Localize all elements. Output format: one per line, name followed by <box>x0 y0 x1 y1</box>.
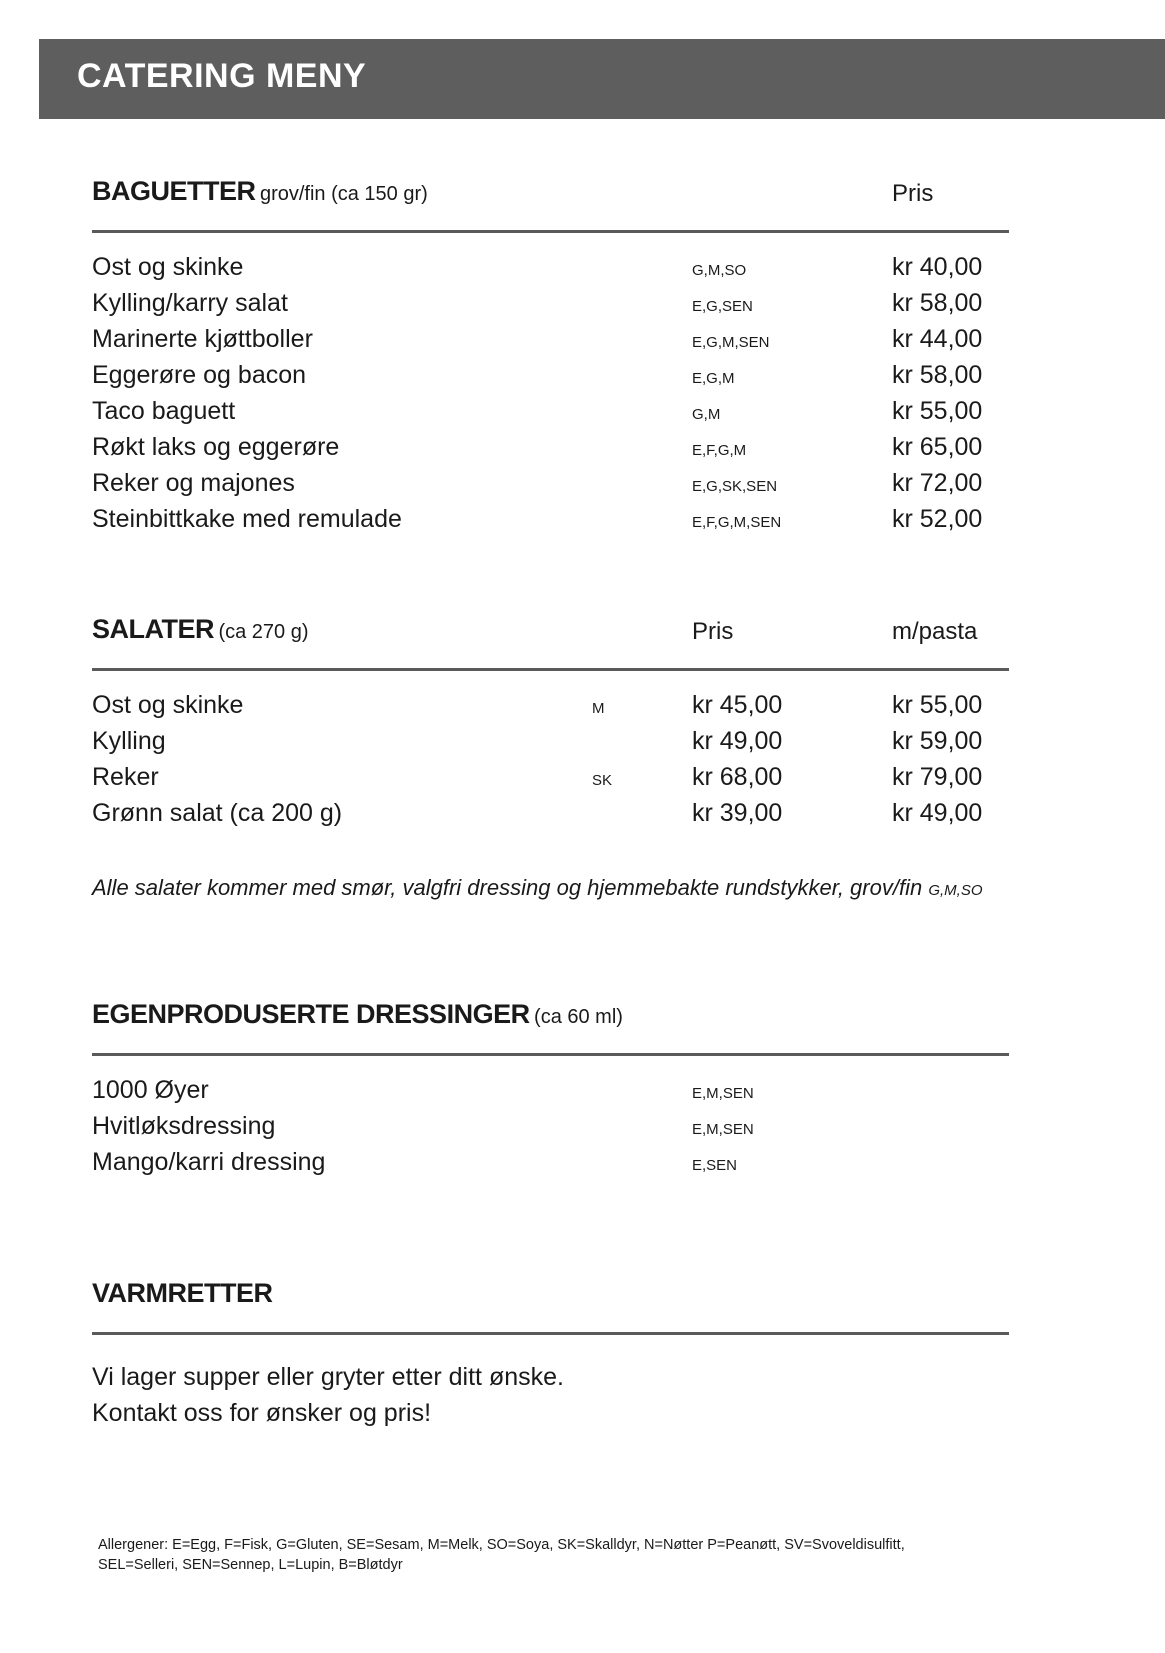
item-allergens: G,M <box>692 406 721 423</box>
item-price: kr 58,00 <box>892 361 983 389</box>
dressinger-heading <box>92 999 1009 1035</box>
item-name: Grønn salat (ca 200 g) <box>92 799 343 827</box>
menu-item <box>92 325 1009 361</box>
item-name: Steinbittkake med remulade <box>92 505 402 533</box>
salater-heading <box>92 614 1009 650</box>
item-allergens: E,M,SEN <box>692 1085 754 1102</box>
item-price: kr 58,00 <box>892 289 983 317</box>
salater-title: SALATER <box>92 614 214 644</box>
item-allergens: E,G,M <box>692 370 735 387</box>
menu-item <box>92 1112 1009 1148</box>
item-name: Kylling <box>92 727 166 755</box>
varmretter-heading <box>92 1278 1009 1314</box>
item-pasta-price: kr 55,00 <box>892 691 983 719</box>
baguetter-subtitle: grov/fin (ca 150 gr) <box>259 183 428 205</box>
item-price: kr 52,00 <box>892 505 983 533</box>
item-price: kr 39,00 <box>692 799 783 827</box>
item-name: Kylling/karry salat <box>92 289 288 317</box>
salater-note-allergens: G,M,SO <box>928 882 983 899</box>
varmretter-section <box>92 1278 1009 1431</box>
item-allergens: M <box>592 700 605 717</box>
item-allergens: E,G,SEN <box>692 298 753 315</box>
item-price: kr 72,00 <box>892 469 983 497</box>
item-name: Røkt laks og eggerøre <box>92 433 340 461</box>
menu-item <box>92 253 1009 289</box>
item-price: kr 49,00 <box>692 727 783 755</box>
allergen-legend <box>98 1535 905 1575</box>
menu-item <box>92 799 1009 835</box>
item-pasta-price: kr 49,00 <box>892 799 983 827</box>
salater-subtitle: (ca 270 g) <box>218 621 309 643</box>
page-title: CATERING MENY <box>77 57 367 95</box>
dressinger-title: EGENPRODUSERTE DRESSINGER <box>92 999 530 1029</box>
item-name: Reker <box>92 763 159 791</box>
baguetter-divider <box>92 230 1009 233</box>
menu-item <box>92 361 1009 397</box>
menu-item <box>92 397 1009 433</box>
item-name: 1000 Øyer <box>92 1076 209 1104</box>
menu-item <box>92 289 1009 325</box>
item-allergens: SK <box>592 772 613 789</box>
menu-item <box>92 505 1009 541</box>
item-allergens: G,M,SO <box>692 262 747 279</box>
varmretter-line-1: Vi lager supper eller gryter etter ditt ønske. <box>92 1363 564 1391</box>
baguetter-section <box>92 176 1009 541</box>
item-name: Mango/karri dressing <box>92 1148 326 1176</box>
item-pasta-price: kr 79,00 <box>892 763 983 791</box>
item-name: Hvitløksdressing <box>92 1112 276 1140</box>
item-allergens: E,G,SK,SEN <box>692 478 778 495</box>
baguetter-title: BAGUETTER <box>92 176 256 206</box>
dressinger-subtitle: (ca 60 ml) <box>534 1006 623 1028</box>
varmretter-divider <box>92 1332 1009 1335</box>
baguetter-heading <box>92 176 1009 212</box>
item-price: kr 55,00 <box>892 397 983 425</box>
menu-item <box>92 433 1009 469</box>
dressinger-divider <box>92 1053 1009 1056</box>
item-allergens: E,F,G,M <box>692 442 747 459</box>
menu-item <box>92 1148 1009 1184</box>
item-pasta-price: kr 59,00 <box>892 727 983 755</box>
menu-item <box>92 691 1009 727</box>
menu-item <box>92 763 1009 799</box>
menu-item <box>92 727 1009 763</box>
varmretter-text <box>92 1359 1009 1431</box>
item-price: kr 65,00 <box>892 433 983 461</box>
allergen-legend-line-1: Allergener: E=Egg, F=Fisk, G=Gluten, SE=Sesam, M=Melk, SO=Soya, SK=Skalldyr, N=Nøtter P=Peanøtt, SV=Svoveldisulfitt, <box>98 1537 905 1553</box>
item-price: kr 45,00 <box>692 691 783 719</box>
salater-divider <box>92 668 1009 671</box>
salater-note <box>92 875 983 901</box>
salater-pasta-header: m/pasta <box>892 618 978 645</box>
item-price: kr 44,00 <box>892 325 983 353</box>
baguetter-price-header: Pris <box>892 180 934 207</box>
item-allergens: E,SEN <box>692 1157 738 1174</box>
allergen-legend-line-2: SEL=Selleri, SEN=Sennep, L=Lupin, B=Bløtdyr <box>98 1557 403 1573</box>
salater-section <box>92 614 1009 835</box>
dressinger-section <box>92 999 1009 1184</box>
item-name: Ost og skinke <box>92 691 244 719</box>
item-allergens: E,G,M,SEN <box>692 334 770 351</box>
menu-item <box>92 1076 1009 1112</box>
salater-price-header: Pris <box>692 618 734 645</box>
item-price: kr 40,00 <box>892 253 983 281</box>
salater-note-text: Alle salater kommer med smør, valgfri dressing og hjemmebakte rundstykker, grov/fin <box>92 875 923 900</box>
item-name: Eggerøre og bacon <box>92 361 307 389</box>
item-name: Marinerte kjøttboller <box>92 325 313 353</box>
item-price: kr 68,00 <box>692 763 783 791</box>
item-name: Taco baguett <box>92 397 236 425</box>
varmretter-line-2: Kontakt oss for ønsker og pris! <box>92 1399 432 1427</box>
varmretter-title: VARMRETTER <box>92 1278 273 1308</box>
item-allergens: E,M,SEN <box>692 1121 754 1138</box>
item-allergens: E,F,G,M,SEN <box>692 514 782 531</box>
menu-item <box>92 469 1009 505</box>
header-bar <box>39 39 1165 119</box>
item-name: Reker og majones <box>92 469 295 497</box>
item-name: Ost og skinke <box>92 253 244 281</box>
